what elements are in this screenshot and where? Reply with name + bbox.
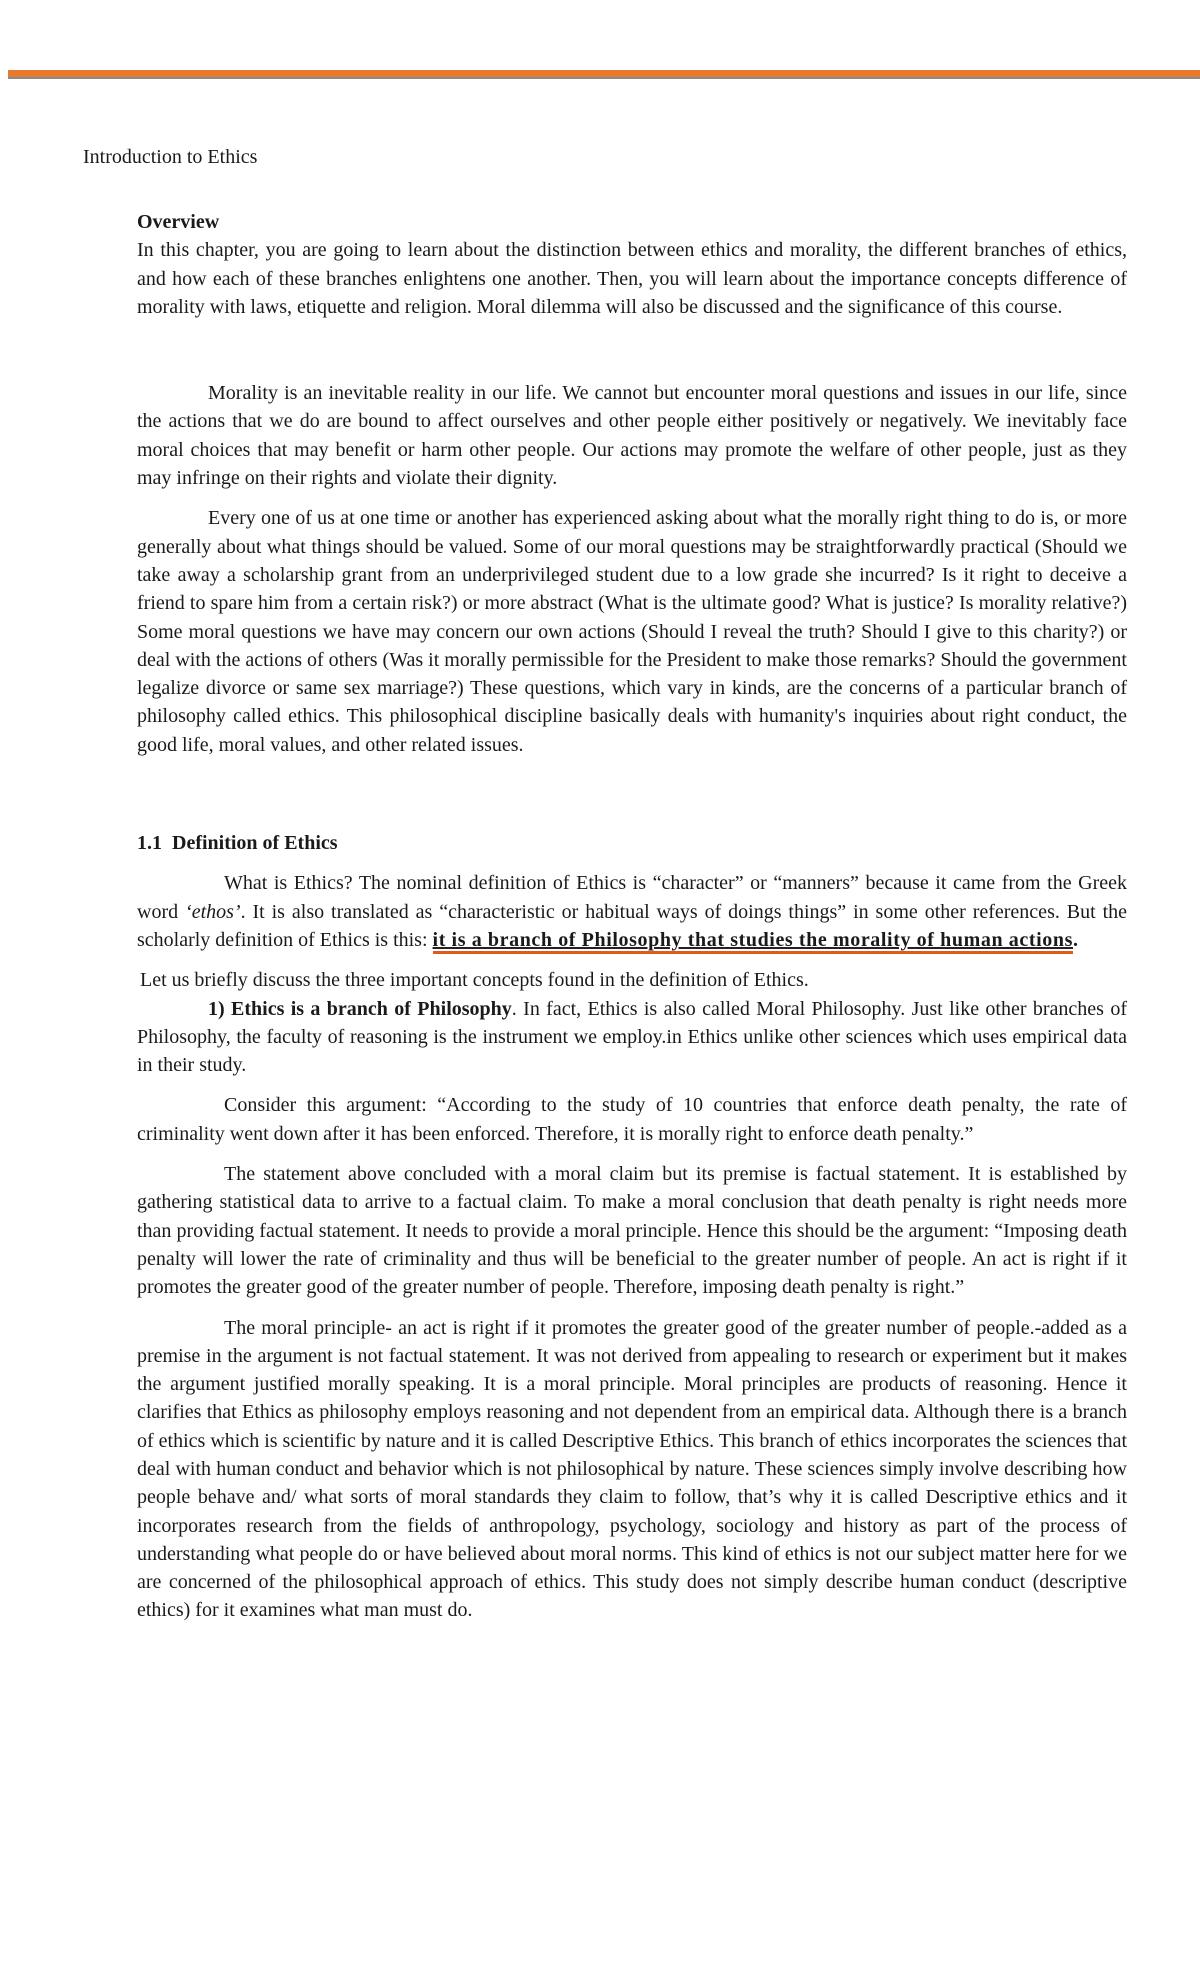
document-title: Introduction to Ethics (83, 146, 258, 168)
section-number: 1.1 (137, 832, 162, 855)
paragraph-morality: Morality is an inevitable reality in our life. We cannot but encounter moral questions and issues in our life, since the actions that we do are bound to affect ourselves and other people either positively or negatively. We inevitably face moral choices that may benefit or harm other people. Our actions may promote the welfare of other people, just as they may infringe on their rights and violate their dignity. (137, 382, 1127, 490)
paragraph-moral-questions: Every one of us at one time or another has experienced asking about what the morally right thing to do is, or more generally about what things should be valued. Some of our moral questions may be straightforwardly practical (Should we take away a scholarship grant from an underprivileged student due to a low grade she incurred? Is it right to deceive a friend to spare him from a certain risk?) or more abstract (What is the ultimate good? What is justice? Is morality relative?) Some moral questions we have may concern our own actions (Should I reveal the truth? Should I give to this charity?) or deal with the actions of others (Was it morally permissible for the President to make those remarks? Should the government legalize divorce or same sex marriage?) These questions, which vary in kinds, are the concerns of a particular branch of philosophy called ethics. This philosophical discipline basically deals with humanity's inquiries about right conduct, the good life, moral values, and other related issues. (137, 507, 1127, 756)
ethos-term: ‘ethos’ (185, 900, 241, 923)
document-body (137, 208, 1127, 1625)
overview-heading: Overview (137, 211, 220, 233)
paragraph-concept-1 (137, 995, 1127, 1080)
definition-text-2: . It is also translated as “characteristic or habitual ways of doings things” in some other references. But the scholarly definition of Ethics is this: (137, 900, 1128, 951)
paragraph-argument: Consider this argument: “According to the study of 10 countries that enforce death penalty, the rate of criminality went down after it has been enforced. Therefore, it is morally right to enforce death penalty.” (137, 1094, 1127, 1145)
paragraph-moral-principle: The moral principle- an act is right if it promotes the greater good of the greater number of people.-added as a premise in the argument is not factual statement. It was not derived from appealing to research or experiment but it makes the argument justified morally speaking. It is a moral principle. Moral principles are products of reasoning. Hence it clarifies that Ethics as philosophy employs reasoning and not dependent from an empirical data. Although there is a branch of ethics which is scientific by nature and it is called Descriptive Ethics. This branch of ethics incorporates the sciences that deal with human conduct and behavior which is not philosophical by nature. These sciences simply involve describing how people behave and/ what sorts of moral standards they claim to follow, that’s why it is called Descriptive ethics and it incorporates research from the fields of anthropology, psychology, sociology and history as part of the process of understanding what people do or have believed about moral norms. This kind of ethics is not our subject matter here for we are concerned of the philosophical approach of ethics. This study does not simply describe human conduct (descriptive ethics) for it examines what man must do. (137, 1316, 1127, 1622)
concept-1-text: . In fact, Ethics is also called Moral Philosophy. Just like other branches of Philosophy, the faculty of reasoning is the instrument we employ.in Ethics unlike other sciences which uses empirical data in their study. (137, 997, 1127, 1077)
definition-highlight: it is a branch of Philosophy that studies the morality of human actions (433, 929, 1073, 954)
paragraph-concepts-intro: Let us briefly discuss the three important concepts found in the definition of Ethics. (140, 969, 809, 992)
paragraph-statement: The statement above concluded with a moral claim but its premise is factual statement. It is established by gathering statistical data to arrive to a factual claim. To make a moral conclusion that death penalty is right needs more than providing factual statement. It needs to provide a moral principle. Hence this should be the argument: “Imposing death penalty will lower the rate of criminality and thus will be beneficial to the greater number of people. An act is right if it promotes the greater good of the greater number of people. Therefore, imposing death penalty is right.” (137, 1163, 1127, 1299)
overview-text: In this chapter, you are going to learn about the distinction between ethics and morality, the different branches of ethics, and how each of these branches enlightens one another. Then, you will learn about the importance concepts difference of morality with laws, etiquette and religion. Moral dilemma will also be discussed and the significance of this course. (137, 239, 1127, 318)
definition-text-1: What is Ethics? The nominal definition of Ethics is “character” or “manners” because it came from the Greek word (137, 872, 1127, 923)
definition-period: . (1072, 928, 1078, 951)
paragraph-definition (137, 869, 1127, 954)
concept-1-label: 1) Ethics is a branch of Philosophy (208, 997, 512, 1020)
header-accent-bar (8, 70, 1200, 79)
section-heading (137, 829, 1127, 857)
section-title: Definition of Ethics (172, 832, 338, 855)
